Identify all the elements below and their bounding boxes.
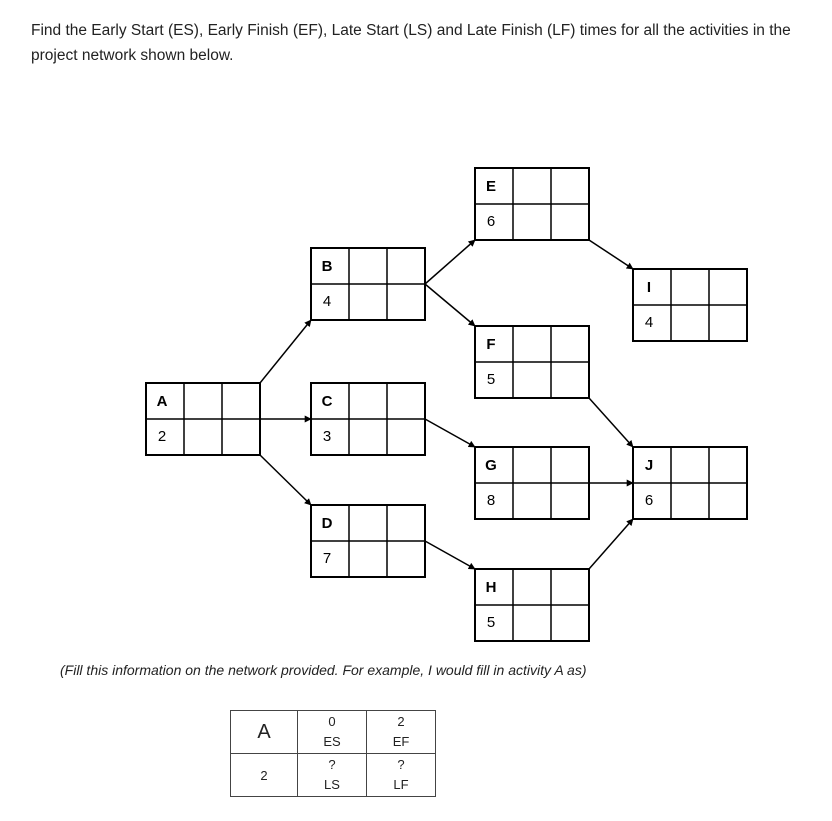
activity-node-i	[633, 269, 747, 341]
example-ef-value: 2	[397, 714, 405, 729]
dependency-arrow-b-e	[425, 240, 475, 284]
example-lf-label: LF	[393, 777, 409, 792]
activity-duration: 6	[486, 212, 496, 230]
activity-node-e	[475, 168, 589, 240]
activity-duration: 8	[486, 491, 496, 509]
activity-node-j	[633, 447, 747, 519]
activity-label: I	[646, 278, 652, 296]
example-ef-cell	[367, 711, 436, 754]
example-ls-label: LS	[324, 777, 340, 792]
dependency-arrow-e-i	[589, 240, 633, 269]
example-es-value: 0	[328, 714, 336, 729]
example-lf-value: ?	[397, 757, 405, 772]
example-es-label: ES	[323, 734, 341, 749]
activity-label: B	[321, 257, 333, 275]
example-ls-value: ?	[328, 757, 336, 772]
activity-label: H	[485, 578, 497, 596]
question-text: Find the Early Start (ES), Early Finish (EF), Late Start (LS) and Late Finish (LF) times for all the activities in the project network shown below.	[31, 22, 791, 64]
activity-label: D	[321, 514, 333, 532]
example-activity-box	[230, 710, 436, 797]
activity-label: E	[485, 177, 497, 195]
activity-duration: 3	[322, 427, 332, 445]
activity-node-a	[146, 383, 260, 455]
activity-label: A	[156, 392, 168, 410]
activity-node-d	[311, 505, 425, 577]
activity-node-g	[475, 447, 589, 519]
example-es-cell	[298, 711, 367, 754]
activity-node-c	[311, 383, 425, 455]
example-duration: 2	[231, 754, 298, 797]
activity-duration: 5	[486, 613, 496, 631]
instruction-text: (Fill this information on the network provided. For example, I would fill in activity A as)	[60, 662, 587, 678]
example-lf-cell	[367, 754, 436, 797]
activity-duration: 7	[322, 549, 332, 567]
dependency-arrow-f-j	[589, 398, 633, 447]
dependency-arrow-d-h	[425, 541, 475, 569]
activity-node-f	[475, 326, 589, 398]
example-ls-cell	[298, 754, 367, 797]
dependency-arrow-h-j	[589, 519, 633, 569]
activity-duration: 4	[322, 292, 332, 310]
example-ef-label: EF	[392, 734, 410, 749]
activity-duration: 4	[644, 313, 654, 331]
activity-duration: 2	[157, 427, 167, 445]
example-activity-label: A	[231, 711, 298, 754]
dependency-arrow-b-f	[425, 284, 475, 326]
dependency-arrow-a-d	[260, 455, 311, 505]
dependency-arrow-c-g	[425, 419, 475, 447]
dependency-arrow-a-b	[260, 320, 311, 383]
activity-node-h	[475, 569, 589, 641]
activity-duration: 5	[486, 370, 496, 388]
activity-label: F	[486, 335, 496, 353]
activity-duration: 6	[644, 491, 654, 509]
activity-label: C	[321, 392, 333, 410]
activity-node-b	[311, 248, 425, 320]
activity-label: J	[644, 456, 654, 474]
activity-label: G	[485, 456, 497, 474]
